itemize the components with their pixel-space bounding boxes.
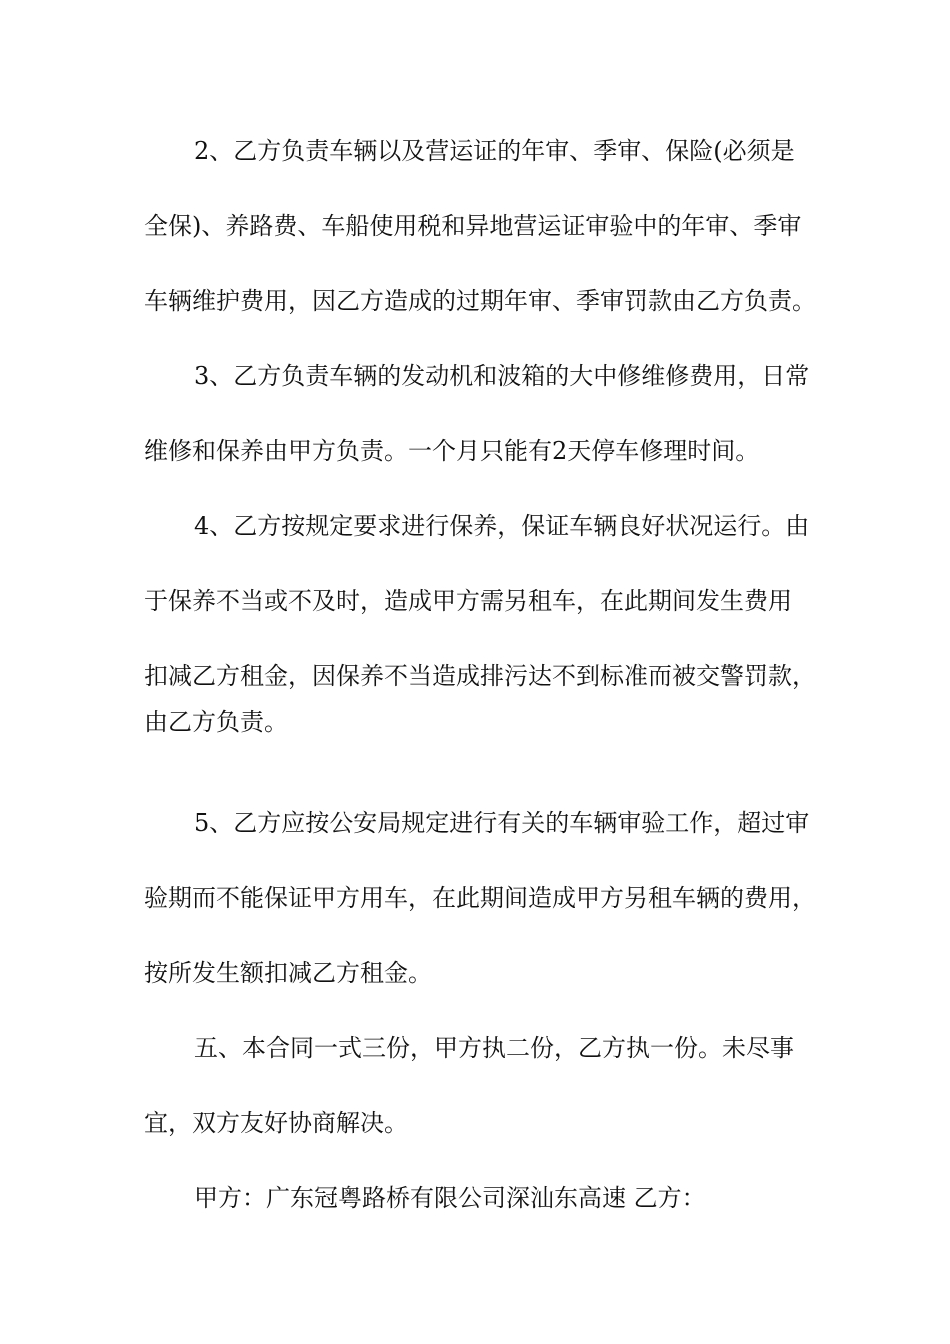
section-5-text-1: 五、本合同一式三份，甲方执二份，乙方执一份。未尽事: [194, 1034, 794, 1062]
clause-5-text-1: 5、乙方应按公安局规定进行有关的车辆审验工作，超过审: [194, 809, 810, 837]
clause-3-text-1: 3、乙方负责车辆的发动机和波箱的大中修维修费用，日常: [194, 362, 810, 390]
clause-3-text-2: 维修和保养由甲方负责。一个月只能有2天停车修理时间。: [144, 437, 760, 465]
clause-4-text-2: 于保养不当或不及时，造成甲方需另租车，在此期间发生费用: [144, 587, 792, 615]
clause-4-line-1: [0, 506, 950, 546]
clause-4-text-1: 4、乙方按规定要求进行保养，保证车辆良好状况运行。由: [194, 512, 810, 540]
section-5-line-2: [0, 1103, 950, 1143]
clause-5-line-2: [0, 878, 950, 918]
clause-2-text-2: 全保)、养路费、车船使用税和异地营运证审验中的年审、季审: [144, 212, 802, 240]
signature-line: [0, 1178, 950, 1218]
clause-5-line-1: [0, 803, 950, 843]
clause-4-line-3: [0, 656, 950, 696]
clause-2-line-3: [0, 281, 950, 321]
clause-4-text-3: 扣减乙方租金，因保养不当造成排污达不到标准而被交警罚款，: [144, 662, 816, 690]
clause-2-line-2: [0, 206, 950, 246]
signature-text: 甲方：广东冠粤路桥有限公司深汕东高速 乙方：: [194, 1184, 706, 1212]
clause-2-text-3: 车辆维护费用，因乙方造成的过期年审、季审罚款由乙方负责。: [144, 287, 816, 315]
clause-5-text-3: 按所发生额扣减乙方租金。: [144, 959, 432, 987]
clause-4-line-4: [0, 702, 950, 742]
clause-4-line-2: [0, 581, 950, 621]
clause-4-text-4: 由乙方负责。: [144, 708, 288, 736]
section-5-line-1: [0, 1028, 950, 1068]
clause-3-line-2: [0, 431, 950, 471]
section-5-text-2: 宜，双方友好协商解决。: [144, 1109, 408, 1137]
clause-2-text-1: 2、乙方负责车辆以及营运证的年审、季审、保险(必须是: [194, 137, 795, 165]
clause-5-line-3: [0, 953, 950, 993]
clause-3-line-1: [0, 356, 950, 396]
clause-2-line-1: [0, 131, 950, 171]
clause-5-text-2: 验期而不能保证甲方用车，在此期间造成甲方另租车辆的费用，: [144, 884, 816, 912]
